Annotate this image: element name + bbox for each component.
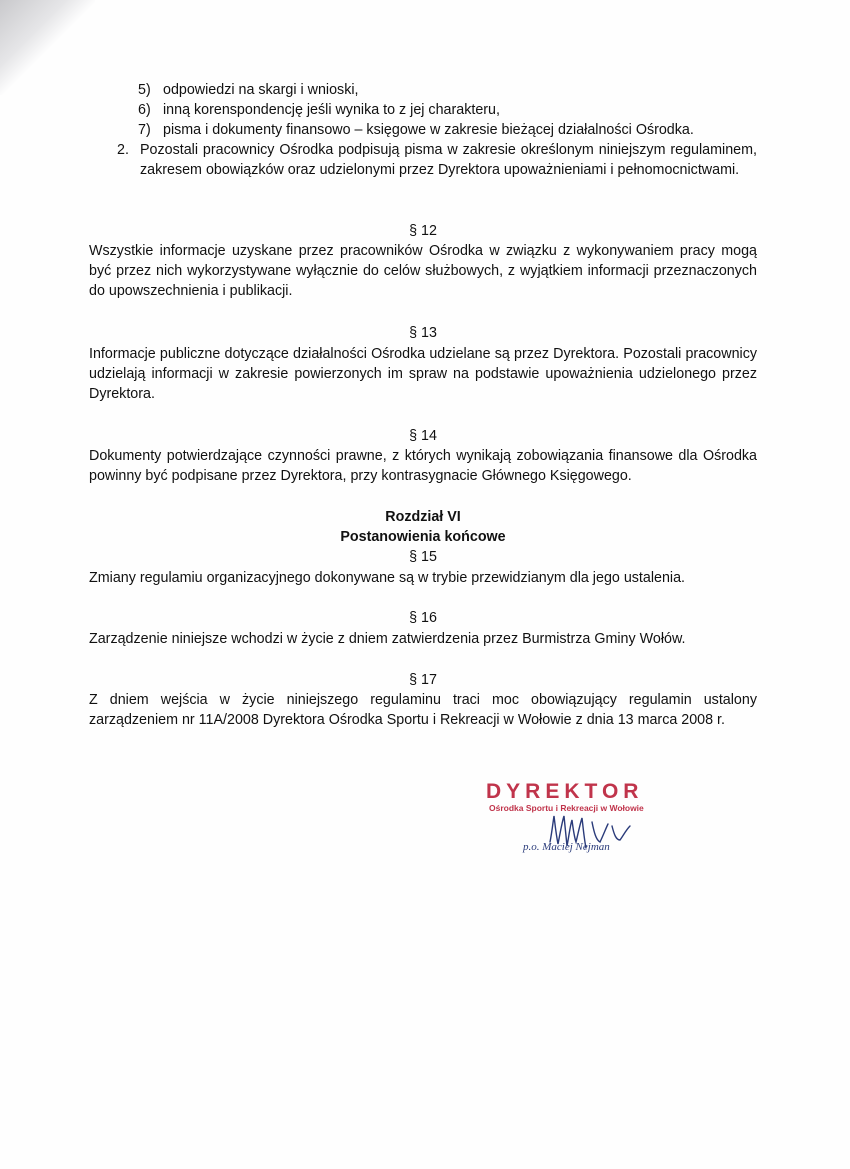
section-heading: § 12 — [409, 223, 437, 239]
stamp-title: DYREKTOR — [486, 780, 644, 803]
section-paragraph: Wszystkie informacje uzyskane przez pracowników Ośrodka w związku z wykonywaniem pracy mogą być przez nich wykorzystywane wyłącznie do celów służbowych, z wyjątkiem informacji przeznaczonych do upowszechnienia i publikacji. — [89, 243, 757, 299]
section-heading: § 14 — [409, 428, 437, 444]
section-heading: § 13 — [409, 325, 437, 341]
section-heading: § 15 — [409, 549, 437, 565]
folded-corner — [0, 0, 95, 95]
section-paragraph: Zmiany regulamiu organizacyjnego dokonywane są w trybie przewidzianym dla jego ustalenia. — [89, 570, 686, 586]
stamp-subtitle: Ośrodka Sportu i Rekreacji w Wołowie — [489, 803, 644, 813]
signature-name: p.o. Maciej Nejman — [523, 841, 610, 853]
section-paragraph: Dokumenty potwierdzające czynności prawne, z których wynikają zobowiązania finansowe dla Ośrodka powinny być podpisane przez Dyrektora, przy kontrasygnacie Głównego Księgowego. — [89, 448, 757, 484]
list-item: 5) odpowiedzi na skargi i wnioski, — [138, 82, 359, 98]
list-item: 6) inną korenspondencję jeśli wynika to z jej charakteru, — [138, 102, 500, 118]
section-heading: § 16 — [409, 610, 437, 626]
section-heading: § 17 — [409, 672, 437, 688]
point-text: Pozostali pracownicy Ośrodka podpisują pisma w zakresie określonym niniejszym regulaminem, zakresem obowiązków oraz udzielonymi przez Dyrektora upoważnieniami i pełnomocnictwami. — [140, 142, 757, 178]
numbered-point: 2. Pozostali pracownicy Ośrodka podpisują pisma w zakresie określonym niniejszym regulaminem, zakresem obowiązków oraz udzielonymi przez Dyrektora upoważnieniami i pełnomocnictwami. — [117, 142, 757, 178]
chapter-title: Rozdział VI — [385, 509, 461, 525]
section-paragraph: Zarządzenie niniejsze wchodzi w życie z dniem zatwierdzenia przez Burmistrza Gminy Wołów. — [89, 631, 686, 647]
section-paragraph: Informacje publiczne dotyczące działalności Ośrodka udzielane są przez Dyrektora. Pozostali pracownicy udzielają informacji w zakresie powierzonych im spraw na podstawie upoważnienia udzielonego przez Dyrektora. — [89, 346, 757, 402]
chapter-subtitle: Postanowienia końcowe — [340, 529, 506, 545]
section-paragraph: Z dniem wejścia w życie niniejszego regulaminu traci moc obowiązujący regulamin ustalony zarządzeniem nr 11A/2008 Dyrektora Ośrodka Sportu i Rekreacji w Wołowie z dnia 13 marca 2008 r. — [89, 692, 757, 728]
list-item: 7) pisma i dokumenty finansowo – księgowe w zakresie bieżącej działalności Ośrodka. — [138, 122, 694, 138]
